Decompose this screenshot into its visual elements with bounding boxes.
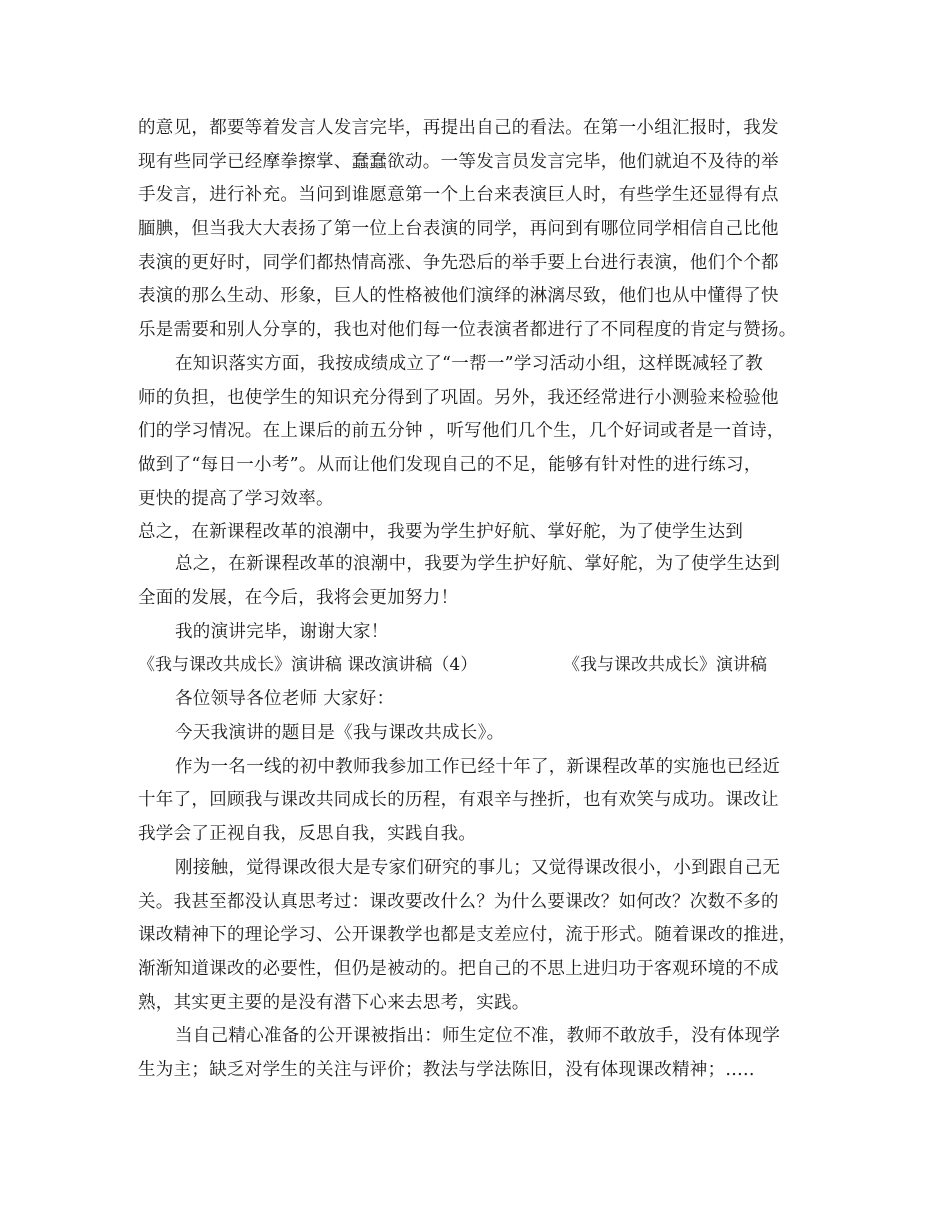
paragraph-line: 表演的更好时，同学们都热情高涨、争先恐后的举手要上台进行表演，他们个个都 [138,253,779,273]
document-title: 《我与课改共成长》演讲稿 课改演讲稿（4） [138,655,478,675]
paragraph-line: 总之，在新课程改革的浪潮中，我要为学生护好航、掌好舵，为了使学生达到 [175,554,781,574]
paragraph-line: 刚接触，觉得课改很大是专家们研究的事儿；又觉得课改很小，小到跟自己无 [175,858,781,878]
paragraph-line: 手发言，进行补充。当问到谁愿意第一个上台来表演巨人时，有些学生还显得有点 [138,185,779,205]
paragraph-line: 关。我甚至都没认真思考过：课改要改什么？为什么要课改？如何改？次数不多的 [138,892,779,912]
paragraph-line: 现有些同学已经摩拳擦掌、蠢蠢欲动。一等发言员发言完毕，他们就迫不及待的举 [138,152,779,172]
paragraph-line: 课改精神下的理论学习、公开课教学也都是支差应付，流于形式。随着课改的推进， [138,925,797,945]
document-subtitle: 《我与课改共成长》演讲稿 [563,655,767,675]
paragraph-line: 全面的发展，在今后，我将会更加努力！ [138,588,459,608]
paragraph-line: 今天我演讲的题目是《我与课改共成长》。 [175,723,505,743]
paragraph-line: 当自己精心准备的公开课被指出：师生定位不准，教师不敢放手，没有体现学 [175,1026,781,1046]
paragraph-line: 生为主；缺乏对学生的关注与评价；教法与学法陈旧，没有体现课改精神；..... [138,1060,755,1080]
paragraph-line: 在知识落实方面，我按成绩成立了“一帮一”学习活动小组，这样既减轻了教 [175,354,764,374]
paragraph-line: 们的学习情况。在上课后的前五分钟 ，听写他们几个生，几个好词或者是一首诗， [138,421,785,441]
paragraph-line: 作为一名一线的初中教师我参加工作已经十年了，新课程改革的实施也已经近 [175,757,781,777]
paragraph-line: 更快的提高了学习效率。 [138,489,334,509]
paragraph-line: 师的负担，也使学生的知识充分得到了巩固。另外，我还经常进行小测验来检验他 [138,388,779,408]
paragraph-line: 总之，在新课程改革的浪潮中，我要为学生护好航、掌好舵，为了使学生达到 [138,522,744,542]
paragraph-line: 我的演讲完毕，谢谢大家！ [175,622,389,642]
paragraph-line: 十年了，回顾我与课改共同成长的历程，有艰辛与挫折，也有欢笑与成功。课改让 [138,790,779,810]
paragraph-line: 渐渐知道课改的必要性，但仍是被动的。把自己的不思上进归功于客观环境的不成 [138,959,779,979]
paragraph-line: 腼腆，但当我大大表扬了第一位上台表演的同学，再问到有哪位同学相信自己比他 [138,219,779,239]
paragraph-line: 熟，其实更主要的是没有潜下心来去思考，实践。 [138,993,530,1013]
paragraph-line: 我学会了正视自我，反思自我，实践自我。 [138,824,477,844]
greeting-line: 各位领导各位老师 大家好： [175,689,395,709]
paragraph-line: 乐是需要和别人分享的，我也对他们每一位表演者都进行了不同程度的肯定与赞扬。 [138,320,797,340]
paragraph-line: 做到了“每日一小考”。从而让他们发现自己的不足，能够有针对性的进行练习， [138,455,762,475]
paragraph-line: 表演的那么生动、形象，巨人的性格被他们演绎的淋漓尽致，他们也从中懂得了快 [138,286,779,306]
paragraph-line: 的意见，都要等着发言人发言完毕，再提出自己的看法。在第一小组汇报时，我发 [138,118,779,138]
